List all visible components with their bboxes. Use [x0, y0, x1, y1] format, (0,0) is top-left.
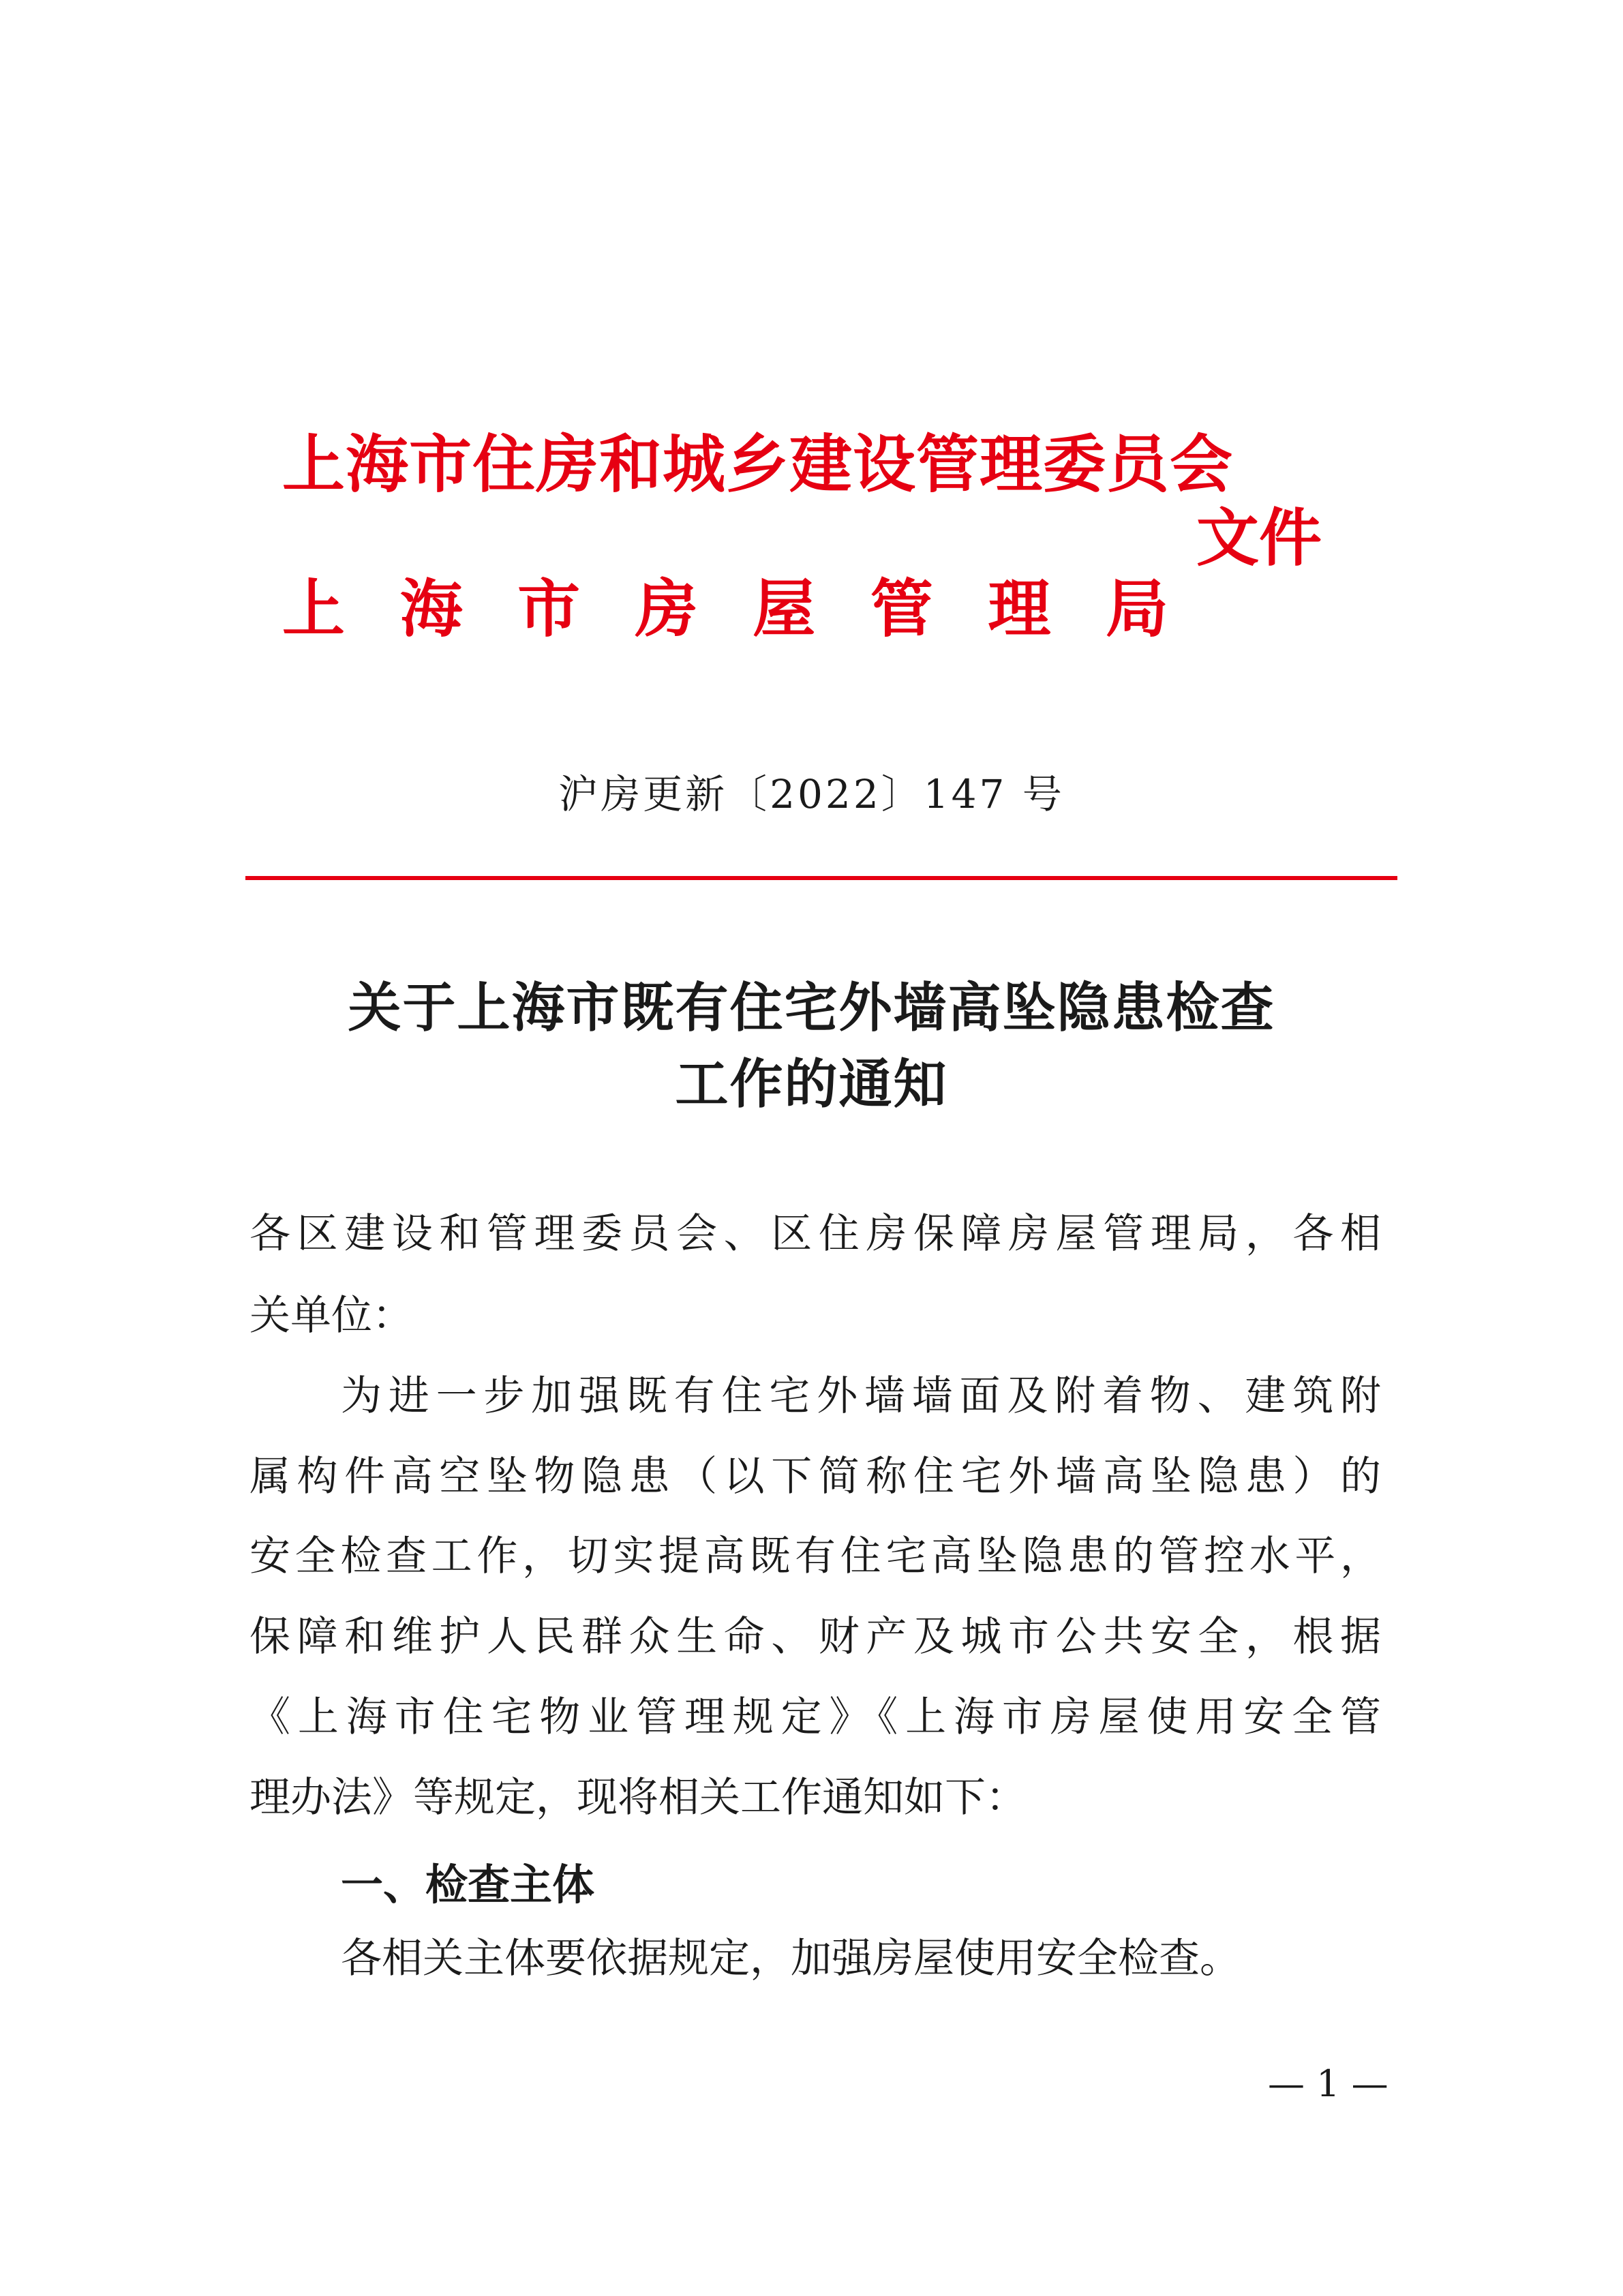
- paragraph-line: 为进一步加强既有住宅外墙墙面及附着物、建筑附: [341, 1372, 1381, 1420]
- page-number: — 1 —: [1268, 2062, 1389, 2105]
- paragraph-line: 安全检查工作，切实提高既有住宅高坠隐患的管控水平，: [249, 1532, 1381, 1580]
- issuer-2-char: 屋: [753, 573, 816, 646]
- section-heading: 一、检查主体: [341, 1860, 595, 1909]
- section-paragraph: 各相关主体要依据规定，加强房屋使用安全检查。: [341, 1935, 1241, 1982]
- issuer-2-char: 房: [635, 573, 698, 646]
- issuer-2-char: 市: [517, 573, 581, 646]
- issuer-2-char: 海: [399, 573, 463, 646]
- paragraph-line: 属构件高空坠物隐患（以下简称住宅外墙高坠隐患）的: [249, 1453, 1381, 1500]
- addressee-line-1: 各区建设和管理委员会、区住房保障房屋管理局，各相: [249, 1210, 1381, 1258]
- notice-title-line-2: 工作的通知: [675, 1054, 948, 1115]
- paragraph-line: 《上海市住宅物业管理规定》《上海市房屋使用安全管: [249, 1693, 1381, 1741]
- issuer-name-housing-bureau: [282, 559, 1168, 649]
- red-separator-line: [245, 876, 1397, 880]
- document-number: 沪房更新〔2022〕147 号: [558, 771, 1065, 817]
- paragraph-line: 保障和维护人民群众生命、财产及城市公共安全，根据: [249, 1613, 1381, 1661]
- notice-title-line-1: 关于上海市既有住宅外墙高坠隐患检查: [348, 978, 1275, 1039]
- addressee-line-2: 关单位：: [249, 1292, 413, 1340]
- issuer-2-char: 上: [282, 573, 346, 646]
- issuer-2-char: 局: [1105, 573, 1168, 646]
- document-type-label: 文件: [1196, 502, 1322, 575]
- paragraph-line: 理办法》等规定，现将相关工作通知如下：: [249, 1774, 1027, 1822]
- issuer-2-char: 理: [988, 573, 1051, 646]
- issuer-name-housing-committee: 上海市住房和城乡建设管理委员会: [282, 428, 1234, 501]
- issuer-2-char: 管: [870, 573, 933, 646]
